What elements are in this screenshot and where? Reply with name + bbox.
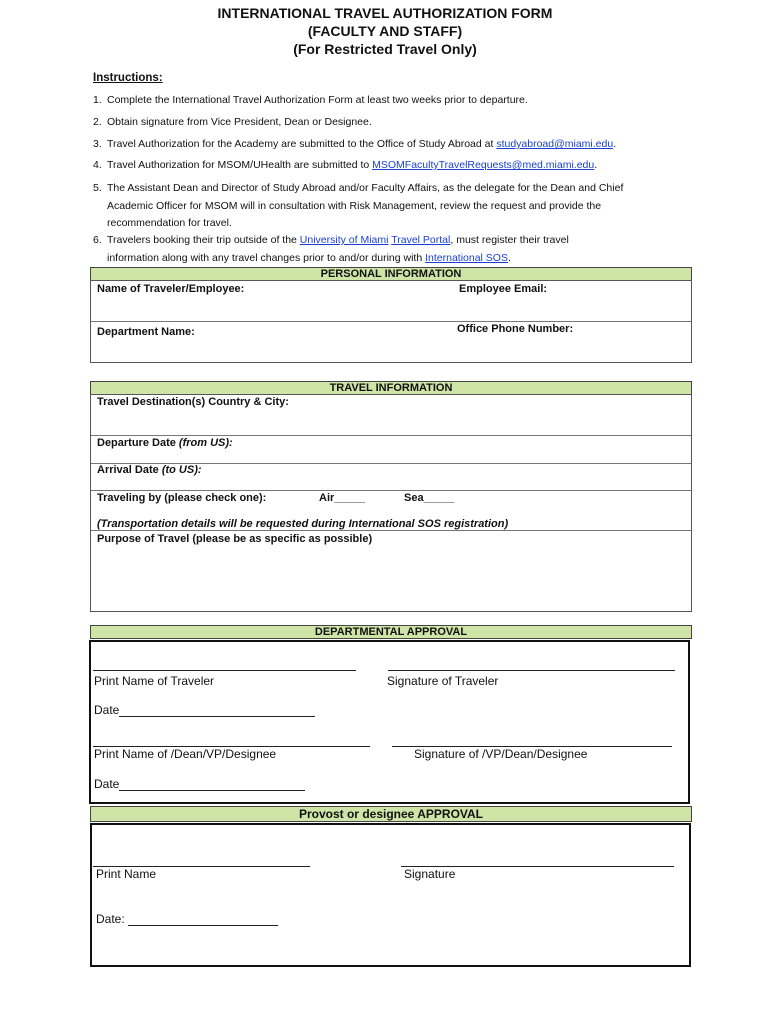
provost-date-field[interactable]: Date: bbox=[96, 912, 278, 926]
traveling-by-label: Traveling by (please check one): bbox=[97, 492, 267, 504]
traveler-signature-line[interactable] bbox=[388, 670, 675, 671]
sea-option[interactable]: Sea_____ bbox=[404, 492, 455, 504]
date-field-2[interactable]: Date bbox=[94, 777, 305, 791]
divider bbox=[91, 321, 691, 322]
destination-label: Travel Destination(s) Country & City: bbox=[97, 396, 289, 408]
provost-approval-header: Provost or designee APPROVAL bbox=[90, 806, 692, 822]
instruction-number: 4. bbox=[93, 159, 102, 171]
instruction-6: 6. Travelers booking their trip outside of the University of Miami Travel Portal, must register their travel information along with any travel changes prior to and/or during with International SOS. bbox=[93, 234, 569, 264]
divider bbox=[91, 435, 691, 436]
travel-info-header: TRAVEL INFORMATION bbox=[90, 381, 692, 395]
divider bbox=[91, 530, 691, 531]
form-title-line3: (For Restricted Travel Only) bbox=[293, 41, 477, 57]
msom-email-link[interactable]: MSOMFacultyTravelRequests@med.miami.edu bbox=[372, 159, 595, 171]
instruction-number: 6. bbox=[93, 234, 102, 246]
instruction-2 bbox=[93, 114, 693, 132]
instruction-text: Obtain signature from Vice President, Dean or Designee. bbox=[107, 116, 372, 128]
purpose-label: Purpose of Travel (please be as specific as possible) bbox=[97, 533, 373, 545]
departure-date-label: Departure Date (from US): bbox=[97, 437, 233, 449]
form-title-line1: INTERNATIONAL TRAVEL AUTHORIZATION FORM bbox=[217, 5, 553, 21]
print-dean-label: Print Name of /Dean/VP/Designee bbox=[94, 747, 277, 761]
instruction-number: 2. bbox=[93, 116, 102, 128]
instructions-heading: Instructions: bbox=[93, 72, 163, 84]
print-name-label: Print Name bbox=[96, 867, 157, 881]
personal-info-header: PERSONAL INFORMATION bbox=[90, 267, 692, 281]
office-phone-label: Office Phone Number: bbox=[457, 323, 574, 335]
print-traveler-label: Print Name of Traveler bbox=[94, 674, 215, 688]
instruction-text: Travel Authorization for the Academy are submitted to the Office of Study Abroad at bbox=[107, 138, 497, 150]
date-field-1[interactable]: Date bbox=[94, 703, 315, 717]
instruction-number: 3. bbox=[93, 138, 102, 150]
instruction-text: Travel Authorization for MSOM/UHealth are submitted to bbox=[107, 159, 373, 171]
international-sos-link[interactable]: International SOS bbox=[425, 251, 508, 264]
traveler-name-line[interactable] bbox=[93, 670, 356, 671]
instruction-4: 4. Travel Authorization for MSOM/UHealth are submitted to MSOMFacultyTravelRequests@med.miami.edu. bbox=[93, 157, 693, 175]
divider bbox=[91, 490, 691, 491]
university-link[interactable]: University of Miami bbox=[299, 234, 389, 246]
study-abroad-email-link[interactable]: studyabroad@miami.edu bbox=[496, 138, 614, 150]
transport-note: (Transportation details will be requested during International SOS registration) bbox=[97, 518, 509, 530]
arrival-date-label: Arrival Date (to US): bbox=[97, 464, 202, 476]
department-name-label: Department Name: bbox=[97, 326, 195, 338]
instruction-number: 1. bbox=[93, 94, 102, 106]
signature-dean-label: Signature of /VP/Dean/Designee bbox=[414, 747, 588, 761]
departmental-approval-header: DEPARTMENTAL APPROVAL bbox=[90, 625, 692, 639]
travel-portal-link[interactable]: Travel Portal bbox=[391, 234, 451, 246]
instruction-5: 5. The Assistant Dean and Director of Study Abroad and/or Faculty Affairs, as the delegate for the Dean and Chief Academic Officer for MSOM will in consultation with Risk Management, review the request and provide the recommendation for travel. bbox=[93, 182, 624, 229]
signature-traveler-label: Signature of Traveler bbox=[387, 674, 499, 688]
signature-label: Signature bbox=[404, 867, 456, 881]
form-title-line2: (FACULTY AND STAFF) bbox=[307, 23, 463, 39]
instruction-number: 5. bbox=[93, 182, 102, 194]
air-option[interactable]: Air_____ bbox=[319, 492, 365, 504]
provost-approval-box bbox=[90, 823, 691, 967]
employee-email-label: Employee Email: bbox=[459, 283, 548, 295]
instruction-1 bbox=[93, 92, 693, 110]
instruction-3: 3. Travel Authorization for the Academy are submitted to the Office of Study Abroad at studyabroad@miami.edu. bbox=[93, 136, 693, 154]
instruction-text: Complete the International Travel Authorization Form at least two weeks prior to departure. bbox=[107, 94, 528, 106]
traveler-name-label: Name of Traveler/Employee: bbox=[97, 283, 245, 295]
